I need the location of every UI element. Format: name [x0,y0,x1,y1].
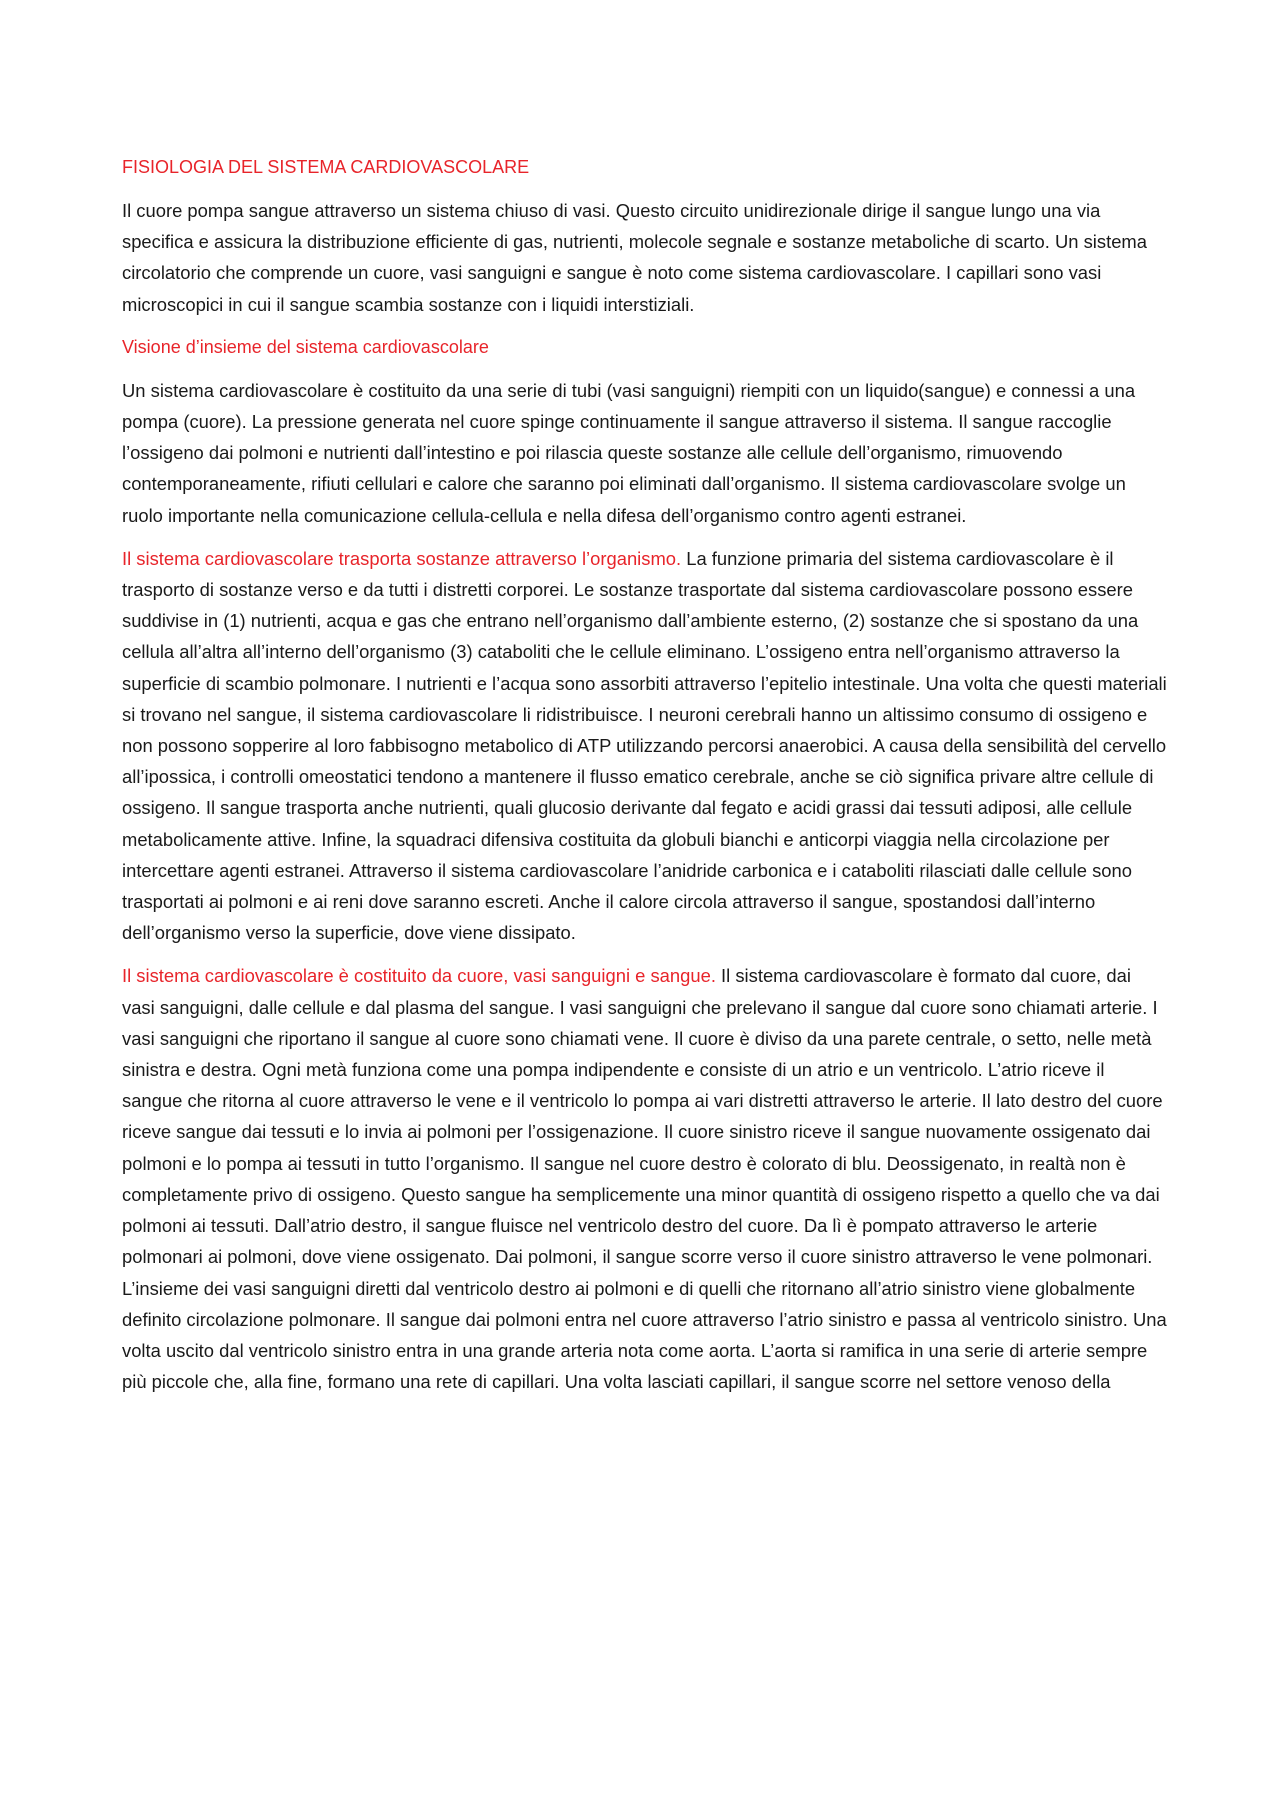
transport-paragraph [122,543,1167,949]
overview-paragraph: Un sistema cardiovascolare è costituito da una serie di tubi (vasi sanguigni) riempiti con un liquido(sangue) e connessi a una pompa (cuore). La pressione generata nel cuore spinge continuamente il sangue attraverso il sistema. Il sangue raccoglie l’ossigeno dai polmoni e nutrienti dall’intestino e poi rilascia queste sostanze alle cellule dell’organismo, rimuovendo contemporaneamente, rifiuti cellulari e calore che saranno poi eliminati dall’organismo. Il sistema cardiovascolare svolge un ruolo importante nella comunicazione cellula-cellula e nella difesa dell’organismo contro agenti estranei. [122,379,1136,526]
composition-paragraph [122,960,1167,1397]
transport-lead: Il sistema cardiovascolare trasporta sostanze attraverso l’organismo. [122,547,682,569]
transport-body: La funzione primaria del sistema cardiovascolare è il trasporto di sostanze verso e da tutti i distretti corporei. Le sostanze trasportate dal sistema cardiovascolare possono essere suddivise in (1) nutrienti, acqua e gas che entrano nell’organismo dall’ambiente esterno, (2) sostanze che si spostano da una cellula all’altra all’interno dell’organismo (3) cataboliti che le cellule eliminano. L’ossigeno entra nell’organismo attraverso la superficie di scambio polmonare. I nutrienti e l’acqua sono assorbiti attraverso l’epitelio intestinale. Una volta che questi materiali si trovano nel sangue, il sistema cardiovascolare li ridistribuisce. I neuroni cerebrali hanno un altissimo consumo di ossigeno e non possono sopperire al loro fabbisogno metabolico di ATP utilizzando percorsi anaerobici. A causa della sensibilità del cervello all’ipossica, i controlli omeostatici tendono a mantenere il flusso ematico cerebrale, anche se ciò significa privare altre cellule di ossigeno. Il sangue trasporta anche nutrienti, quali glucosio derivante dal fegato e acidi grassi dai tessuti adiposi, alle cellule metabolicamente attive. Infine, la squadraci difensiva costituita da globuli bianchi e anticorpi viaggia nella circolazione per intercettare agenti estranei. Attraverso il sistema cardiovascolare l’anidride carbonica e i cataboliti rilasciati dalle cellule sono trasportati ai polmoni e ai reni dove saranno escreti. Anche il calore circola attraverso il sangue, spostandosi dall’interno dell’organismo verso la superficie, dove viene dissipato. [122,547,1167,944]
intro-paragraph: Il cuore pompa sangue attraverso un sistema chiuso di vasi. Questo circuito unidirezionale dirige il sangue lungo una via specifica e assicura la distribuzione efficiente di gas, nutrienti, molecole segnale e sostanze metaboliche di scarto. Un sistema circolatorio che comprende un cuore, vasi sanguigni e sangue è noto come sistema cardiovascolare. I capillari sono vasi microscopici in cui il sangue scambia sostanze con i liquidi interstiziali. [122,200,1147,315]
document-title: FISIOLOGIA DEL SISTEMA CARDIOVASCOLARE [122,157,530,177]
composition-body: Il sistema cardiovascolare è formato dal cuore, dai vasi sanguigni, dalle cellule e dal plasma del sangue. I vasi sanguigni che prelevano il sangue dal cuore sono chiamati arterie. I vasi sanguigni che riportano il sangue al cuore sono chiamati vene. Il cuore è diviso da una parete centrale, o setto, nelle metà sinistra e destra. Ogni metà funziona come una pompa indipendente e consiste di un atrio e un ventricolo. L’atrio riceve il sangue che ritorna al cuore attraverso le vene e il ventricolo lo pompa ai vari distretti attraverso le arterie. Il lato destro del cuore riceve sangue dai tessuti e lo invia ai polmoni per l’ossigenazione. Il cuore sinistro riceve il sangue nuovamente ossigenato dai polmoni e lo pompa ai tessuti in tutto l’organismo. Il sangue nel cuore destro è colorato di blu. Deossigenato, in realtà non è completamente privo di ossigeno. Questo sangue ha semplicemente una minor quantità di ossigeno rispetto a quello che va dai polmoni ai tessuti. Dall’atrio destro, il sangue fluisce nel ventricolo destro del cuore. Da lì è pompato attraverso le arterie polmonari ai polmoni, dove viene ossigenato. Dai polmoni, il sangue scorre verso il cuore sinistro attraverso le vene polmonari. L’insieme dei vasi sanguigni diretti dal ventricolo destro ai polmoni e di quelli che ritornano all’atrio sinistro viene globalmente definito circolazione polmonare. Il sangue dai polmoni entra nel cuore attraverso l’atrio sinistro e passa al ventricolo sinistro. Una volta uscito dal ventricolo sinistro entra in una grande arteria nota come aorta. L’aorta si ramifica in una serie di arterie sempre più piccole che, alla fine, formano una rete di capillari. Una volta lasciati capillari, il sangue scorre nel settore venoso della [122,965,1167,1393]
composition-lead: Il sistema cardiovascolare è costituito da cuore, vasi sanguigni e sangue. [122,965,716,987]
document-page [122,152,1167,1409]
section-heading: Visione d’insieme del sistema cardiovascolare [122,336,489,357]
